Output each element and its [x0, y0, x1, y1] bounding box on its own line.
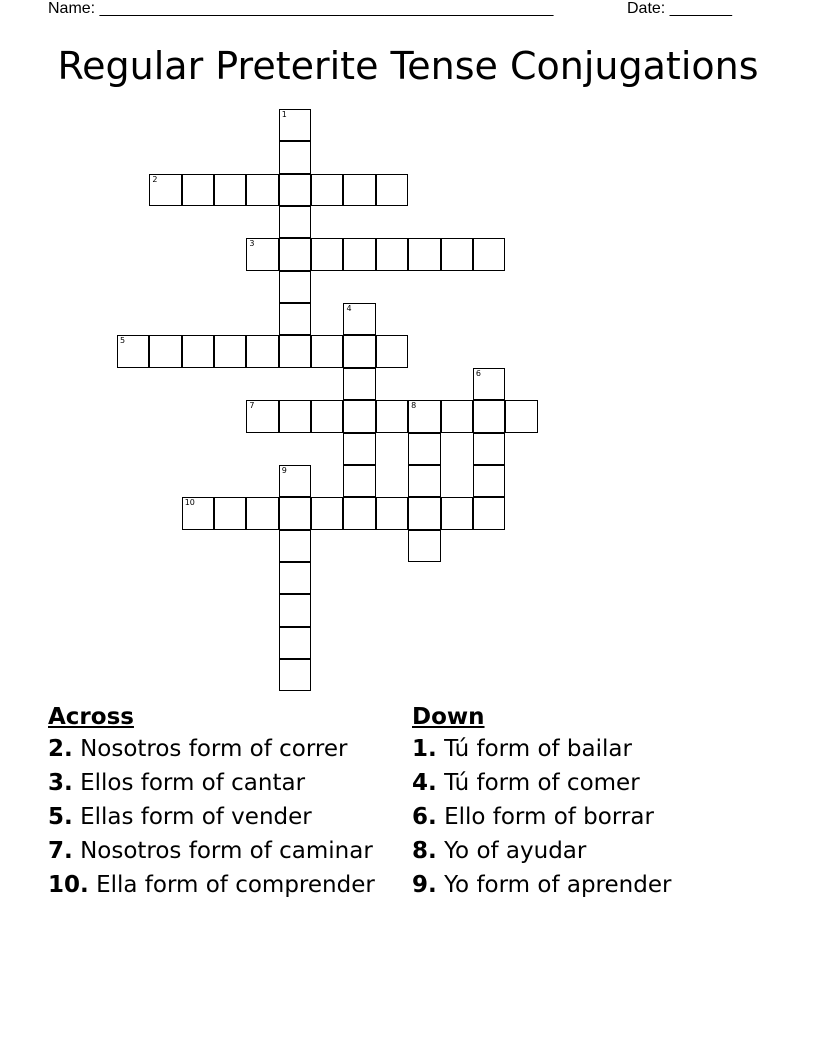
grid-cell[interactable]: [311, 497, 343, 529]
grid-cell[interactable]: [473, 465, 505, 497]
grid-cell[interactable]: [473, 368, 505, 400]
grid-cell[interactable]: [441, 497, 473, 529]
grid-cell[interactable]: [246, 238, 278, 270]
grid-cell[interactable]: [343, 303, 375, 335]
clue-text: Ello form of borrar: [444, 804, 654, 830]
clue-number: 9.: [412, 872, 437, 898]
cell-number: 5: [120, 336, 126, 346]
cell-number: 4: [346, 304, 352, 314]
clue-down-6: [412, 803, 752, 831]
clue-number: 10.: [48, 872, 89, 898]
clue-text: Tú form of comer: [444, 770, 640, 796]
clue-text: Nosotros form of correr: [80, 736, 348, 762]
grid-cell[interactable]: [246, 335, 278, 367]
clue-number: 2.: [48, 736, 73, 762]
clue-text: Ella form of comprender: [96, 872, 375, 898]
grid-cell[interactable]: [279, 303, 311, 335]
grid-cell[interactable]: [376, 174, 408, 206]
clue-text: Nosotros form of caminar: [80, 838, 373, 864]
cell-number: 9: [281, 465, 287, 475]
clue-number: 3.: [48, 770, 73, 796]
grid-cell[interactable]: [505, 400, 537, 432]
grid-cell[interactable]: [311, 174, 343, 206]
name-field-label[interactable]: Name: ___________________________________________________: [48, 0, 554, 17]
across-clues: [48, 703, 388, 905]
grid-cell[interactable]: [149, 174, 181, 206]
grid-cell[interactable]: [408, 400, 440, 432]
grid-cell[interactable]: [279, 659, 311, 691]
clue-across-7: [48, 837, 388, 865]
clue-text: Yo form of aprender: [444, 872, 672, 898]
grid-cell[interactable]: [376, 335, 408, 367]
grid-cell[interactable]: [117, 335, 149, 367]
clue-down-9: [412, 871, 752, 899]
grid-cell[interactable]: [279, 627, 311, 659]
down-heading: Down: [412, 704, 485, 730]
grid-cell[interactable]: [343, 174, 375, 206]
grid-cell[interactable]: [279, 206, 311, 238]
grid-cell[interactable]: [214, 335, 246, 367]
grid-cell[interactable]: [182, 174, 214, 206]
grid-cell[interactable]: [408, 238, 440, 270]
grid-cell[interactable]: [279, 530, 311, 562]
grid-cell[interactable]: [279, 594, 311, 626]
grid-cell[interactable]: [214, 174, 246, 206]
grid-cell[interactable]: [343, 497, 375, 529]
clue-number: 8.: [412, 838, 437, 864]
clue-down-1: [412, 735, 752, 763]
clue-across-3: [48, 769, 388, 797]
grid-cell[interactable]: [473, 238, 505, 270]
clue-text: Tú form of bailar: [444, 736, 632, 762]
grid-cell[interactable]: [311, 400, 343, 432]
grid-cell[interactable]: [473, 497, 505, 529]
grid-cell[interactable]: [408, 465, 440, 497]
clue-across-2: [48, 735, 388, 763]
grid-cell[interactable]: [279, 562, 311, 594]
cell-number: 8: [411, 401, 417, 411]
clue-number: 7.: [48, 838, 73, 864]
date-field-label[interactable]: Date: _______: [627, 0, 732, 17]
grid-cell[interactable]: [246, 174, 278, 206]
grid-cell[interactable]: [279, 238, 311, 270]
clue-number: 1.: [412, 736, 437, 762]
cell-number: 6: [475, 368, 481, 378]
grid-cell[interactable]: [182, 497, 214, 529]
grid-cell[interactable]: [279, 141, 311, 173]
grid-cell[interactable]: [408, 530, 440, 562]
grid-cell[interactable]: [343, 335, 375, 367]
across-heading: Across: [48, 704, 134, 730]
grid-cell[interactable]: [279, 109, 311, 141]
grid-cell[interactable]: [149, 335, 181, 367]
clue-across-10: [48, 871, 388, 899]
grid-cell[interactable]: [473, 433, 505, 465]
grid-cell[interactable]: [343, 465, 375, 497]
clue-number: 4.: [412, 770, 437, 796]
grid-cell[interactable]: [408, 497, 440, 529]
clue-number: 5.: [48, 804, 73, 830]
grid-cell[interactable]: [408, 433, 440, 465]
clue-across-5: [48, 803, 388, 831]
grid-cell[interactable]: [311, 238, 343, 270]
grid-cell[interactable]: [441, 400, 473, 432]
grid-cell[interactable]: [343, 400, 375, 432]
grid-cell[interactable]: [279, 400, 311, 432]
grid-cell[interactable]: [246, 400, 278, 432]
clue-number: 6.: [412, 804, 437, 830]
grid-cell[interactable]: [214, 497, 246, 529]
grid-cell[interactable]: [376, 400, 408, 432]
cell-number: 10: [184, 498, 195, 508]
grid-cell[interactable]: [343, 238, 375, 270]
grid-cell[interactable]: [473, 400, 505, 432]
cell-number: 7: [249, 401, 255, 411]
clue-text: Ellas form of vender: [80, 804, 312, 830]
grid-cell[interactable]: [279, 174, 311, 206]
clue-down-4: [412, 769, 752, 797]
clue-text: Ellos form of cantar: [80, 770, 306, 796]
grid-cell[interactable]: [376, 497, 408, 529]
grid-cell[interactable]: [376, 238, 408, 270]
cell-number: 1: [281, 110, 287, 119]
grid-cell[interactable]: [246, 497, 278, 529]
clue-down-8: [412, 837, 752, 865]
cell-number: 2: [152, 174, 158, 184]
cell-number: 3: [249, 239, 255, 249]
grid-cell[interactable]: [343, 433, 375, 465]
grid-cell[interactable]: [279, 335, 311, 367]
grid-cell[interactable]: [343, 368, 375, 400]
grid-cell[interactable]: [182, 335, 214, 367]
down-clues: [412, 703, 752, 905]
clue-text: Yo of ayudar: [444, 838, 587, 864]
grid-cell[interactable]: [441, 238, 473, 270]
page-title: Regular Preterite Tense Conjugations: [57, 44, 759, 88]
grid-cell[interactable]: [311, 335, 343, 367]
grid-cell[interactable]: [279, 497, 311, 529]
grid-cell[interactable]: [279, 271, 311, 303]
grid-cell[interactable]: [279, 465, 311, 497]
